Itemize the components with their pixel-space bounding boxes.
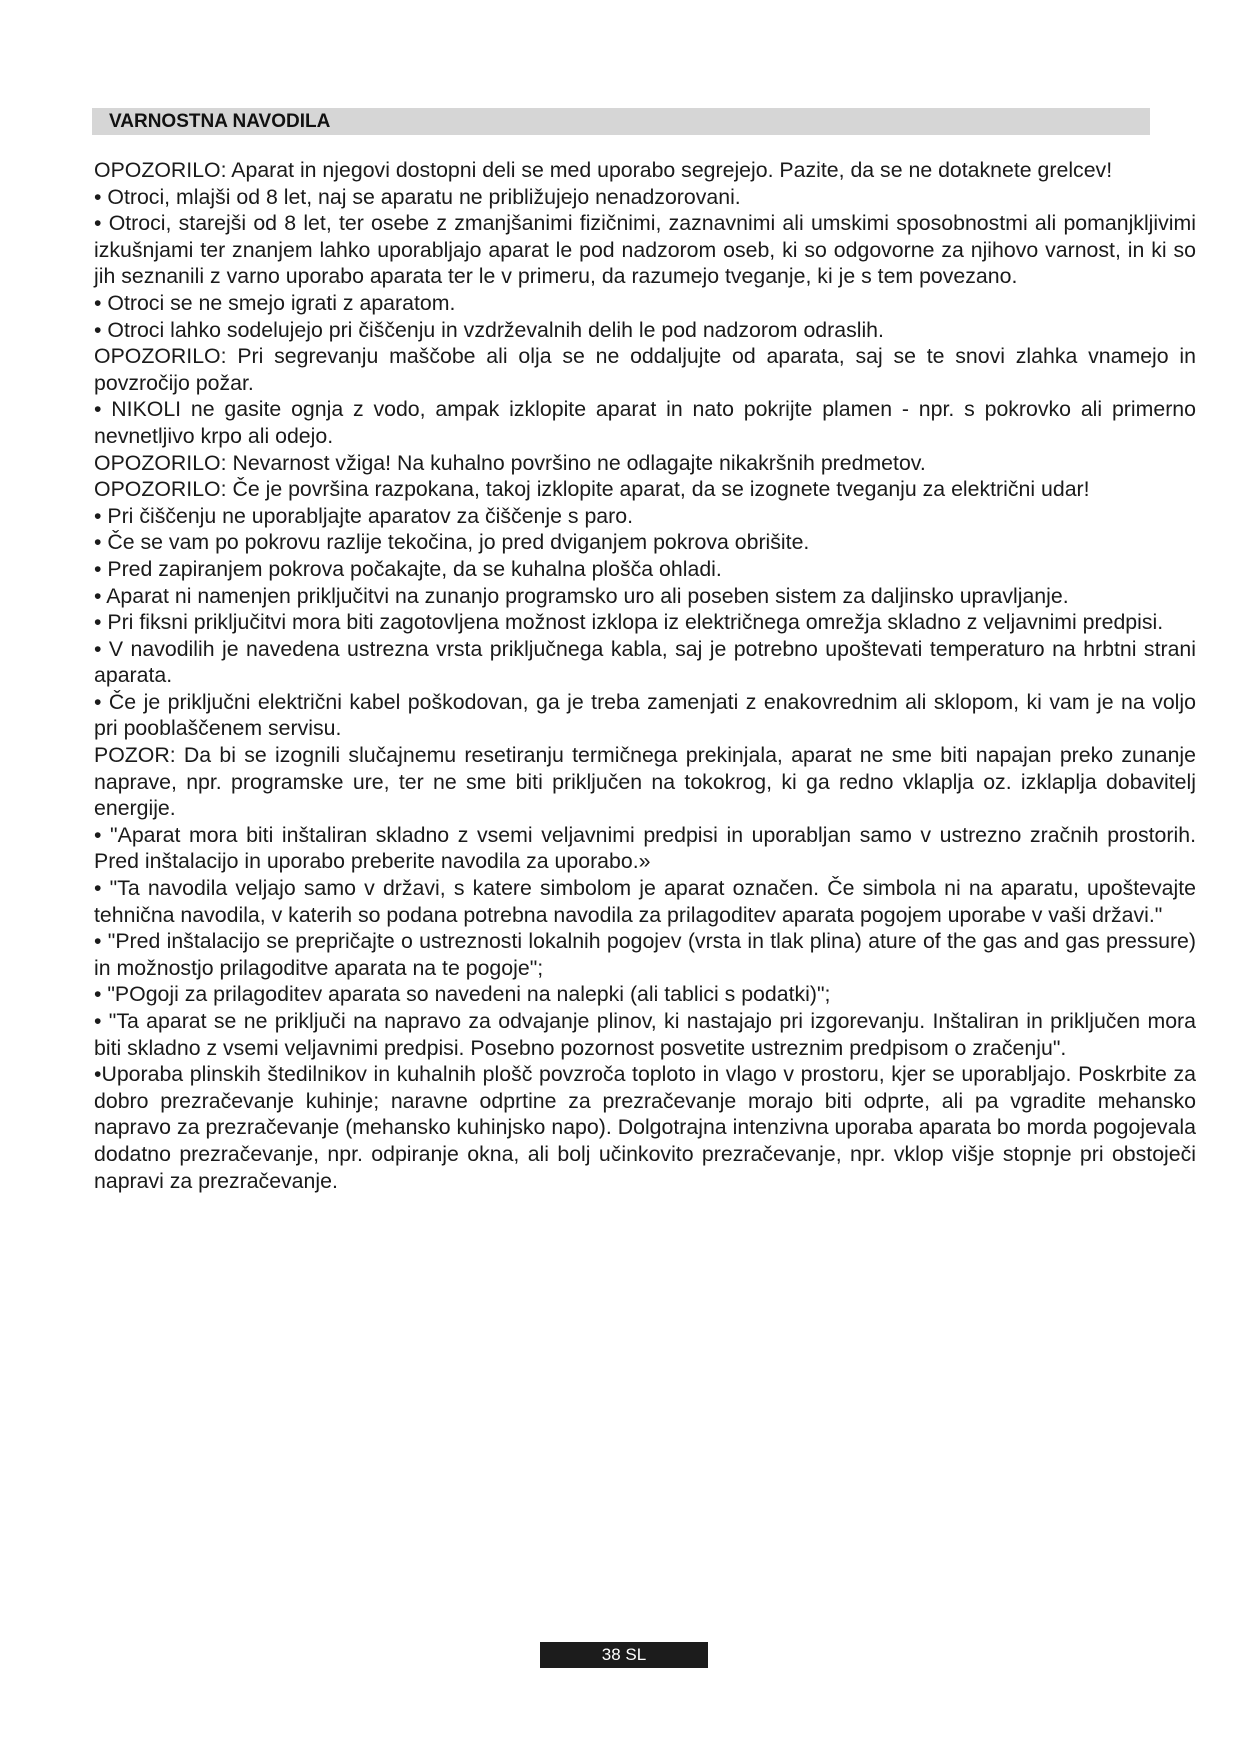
paragraph: • Otroci, mlajši od 8 let, naj se aparatu ne približujejo nenadzorovani.	[94, 184, 741, 209]
paragraph: • Če je priključni električni kabel poškodovan, ga je treba zamenjati z enakovrednim ali sklopom, ki vam je na voljo pri pooblaščenem servisu.	[94, 689, 1196, 741]
paragraph: • "POgoji za prilagoditev aparata so navedeni na nalepki (ali tablici s podatki)";	[94, 982, 831, 1007]
safety-instructions-body	[94, 157, 1196, 1194]
paragraph: • V navodilih je navedena ustrezna vrsta priključnega kabla, saj je potrebno upoštevati temperaturo na hrbtni strani aparata.	[94, 636, 1196, 688]
paragraph: • Pri fiksni priključitvi mora biti zagotovljena možnost izklopa iz električnega omrežja skladno z veljavnimi predpisi.	[94, 610, 1164, 635]
paragraph: • "Pred inštalacijo se prepričajte o ustreznosti lokalnih pogojev (vrsta in tlak plina) ature of the gas and gas pressure) in možnostjo prilagoditve aparata na te pogoje";	[94, 929, 1196, 980]
paragraph: OPOZORILO: Če je površina razpokana, takoj izklopite aparat, da se izognete tveganju za električni udar!	[94, 477, 1090, 502]
paragraph: •Uporaba plinskih štedilnikov in kuhalnih plošč povzroča toploto in vlago v prostoru, kjer se uporabljajo. Poskrbite za dobro prezračevanje kuhinje; naravne odprtine za prezračevanje morajo biti odprte, ali pa vgradite mehansko napravo za prezračevanje (mehansko kuhinjsko napo). Dolgotrajna intenzivna uporaba aparata bo morda pogojevala dodatno prezračevanje, npr. odpiranje okna, ali bolj učinkovito prezračevanje, npr. vklop višje stopnje pri obstoječi napravi za prezračevanje.	[94, 1062, 1196, 1193]
paragraph: • Otroci, starejši od 8 let, ter osebe z zmanjšanimi fizičnimi, zaznavnimi ali umskimi sposobnostmi ali pomanjkljivimi izkušnjami ter znanjem lahko uporabljajo aparat le pod nadzorom oseb, ki so odgovorne za njihovo varnost, in ki so jih seznanili z varno uporabo aparata ter le v primeru, da razumejo tveganje, ki je s tem povezano.	[94, 211, 1196, 289]
paragraph: • Otroci se ne smejo igrati z aparatom.	[94, 290, 456, 315]
paragraph: • "Ta navodila veljajo samo v državi, s katere simbolom je aparat označen. Če simbola ni na aparatu, upoštevajte tehnična navodila, v katerih so podana potrebna navodila za prilagoditev aparata pogojem uporabe v vaši državi."	[94, 876, 1196, 927]
paragraph: OPOZORILO: Aparat in njegovi dostopni deli se med uporabo segrejejo. Pazite, da se ne dotaknete grelcev!	[94, 158, 1113, 182]
paragraph: OPOZORILO: Pri segrevanju maščobe ali olja se ne oddaljujte od aparata, saj se te snovi zlahka vnamejo in povzročijo požar.	[94, 344, 1196, 395]
section-title: VARNOSTNA NAVODILA	[109, 111, 331, 132]
paragraph: • Aparat ni namenjen priključitvi na zunanjo programsko uro ali poseben sistem za daljinsko upravljanje.	[94, 583, 1069, 608]
section-header-bar	[92, 108, 1150, 135]
paragraph: • Pred zapiranjem pokrova počakajte, da se kuhalna plošča ohladi.	[94, 556, 722, 581]
paragraph: • Če se vam po pokrovu razlije tekočina, jo pred dviganjem pokrova obrišite.	[94, 530, 810, 555]
paragraph: • Pri čiščenju ne uporabljajte aparatov za čiščenje s paro.	[94, 503, 633, 528]
paragraph: • "Ta aparat se ne priključi na napravo za odvajanje plinov, ki nastajajo pri izgorevanju. Inštaliran in priključen mora biti skladno z vsemi veljavnimi predpisi. Posebno pozornost posvetite ustreznim predpisom o zračenju".	[94, 1009, 1196, 1060]
paragraph: • Otroci lahko sodelujejo pri čiščenju in vzdrževalnih delih le pod nadzorom odraslih.	[94, 317, 884, 342]
page-number: 38 SL	[540, 1642, 708, 1668]
paragraph: POZOR: Da bi se izognili slučajnemu resetiranju termičnega prekinjala, aparat ne sme biti napajan preko zunanje naprave, npr. programske ure, ter ne sme biti priključen na tokokrog, ki ga redno vklaplja oz. izklaplja dobavitelj energije.	[94, 743, 1196, 821]
paragraph: • NIKOLI ne gasite ognja z vodo, ampak izklopite aparat in nato pokrijte plamen - npr. s pokrovko ali primerno nevnetljivo krpo ali odejo.	[94, 397, 1196, 448]
paragraph: • "Aparat mora biti inštaliran skladno z vsemi veljavnimi predpisi in uporabljan samo v ustrezno zračnih prostorih. Pred inštalacijo in uporabo preberite navodila za uporabo.»	[94, 822, 1196, 874]
paragraph: OPOZORILO: Nevarnost vžiga! Na kuhalno površino ne odlagajte nikakršnih predmetov.	[94, 450, 926, 475]
